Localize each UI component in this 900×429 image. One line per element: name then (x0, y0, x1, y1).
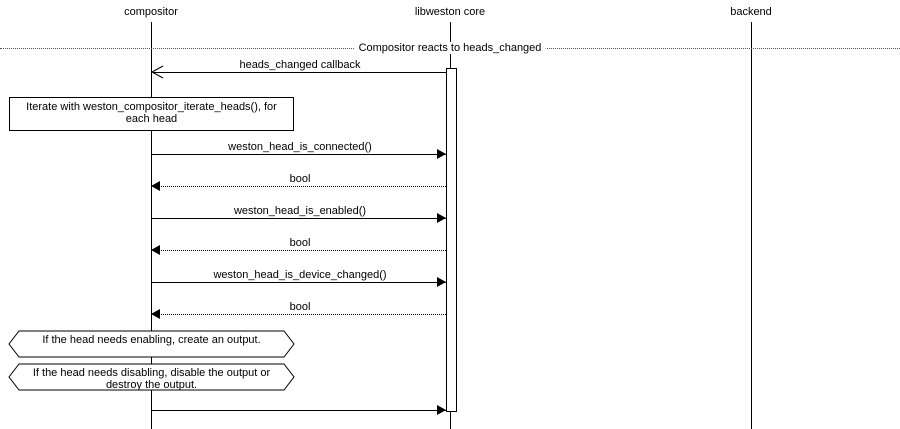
arrowhead-left-icon (151, 181, 160, 191)
message-label-weston-head-is-device-changed: weston_head_is_device_changed() (213, 269, 387, 281)
message-label-bool-device-changed: bool (289, 301, 311, 313)
message-line-heads-changed-callback (153, 72, 446, 73)
message-line-weston-head-is-device-changed (151, 282, 446, 283)
message-label-bool-connected: bool (289, 173, 311, 185)
message-label-weston-head-is-enabled: weston_head_is_enabled() (233, 205, 367, 217)
message-line-bool-enabled (151, 250, 446, 251)
condition-disable-output (9, 364, 294, 390)
message-label-weston-head-is-connected: weston_head_is_connected() (228, 141, 372, 153)
lifeline-backend (751, 22, 752, 429)
condition-enable-output (9, 331, 294, 357)
phase-divider-label: Compositor reacts to heads_changed (355, 42, 546, 54)
arrowhead-right-icon (437, 213, 446, 223)
arrowhead-left-icon (151, 309, 160, 319)
arrowhead-left-icon (151, 245, 160, 255)
activation-bar-libweston-core (446, 68, 457, 412)
condition-enable-output-text: If the head needs enabling, create an output. (42, 334, 261, 346)
arrowhead-right-icon (437, 149, 446, 159)
participant-label-backend: backend (730, 6, 772, 18)
message-line-bool-device-changed (151, 314, 446, 315)
condition-disable-output-text: If the head needs disabling, disable the output or destroy the output. (32, 367, 271, 391)
participant-label-compositor: compositor (124, 6, 178, 18)
message-label-bool-enabled: bool (289, 237, 311, 249)
arrowhead-right-icon (437, 277, 446, 287)
arrowhead-right-icon (437, 405, 446, 415)
message-line-final-call (151, 410, 446, 411)
note-iterate-heads: Iterate with weston_compositor_iterate_heads(), for each head (9, 97, 294, 131)
message-line-weston-head-is-connected (151, 154, 446, 155)
open-arrowhead-left-icon (150, 65, 164, 84)
message-line-bool-connected (151, 186, 446, 187)
message-label-heads-changed-callback: heads_changed callback (239, 59, 361, 71)
message-line-weston-head-is-enabled (151, 218, 446, 219)
participant-label-libweston-core: libweston core (414, 6, 486, 18)
